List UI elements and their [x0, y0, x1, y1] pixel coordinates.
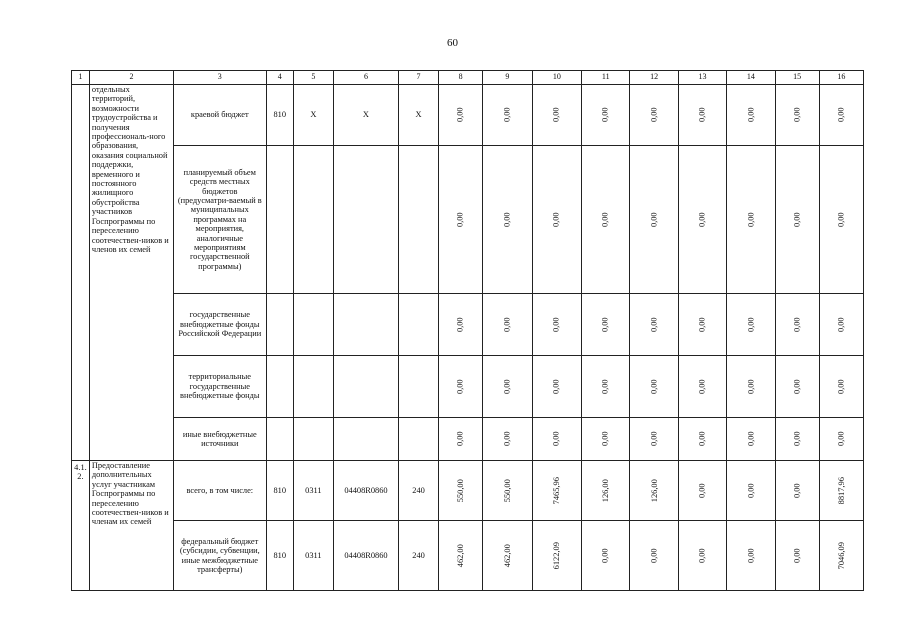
code-cell: 810 — [266, 85, 293, 146]
item-number — [72, 85, 90, 461]
value-cell — [678, 356, 726, 418]
value-cell — [819, 461, 863, 521]
funding-source: всего, в том числе: — [174, 461, 267, 521]
code-cell — [399, 418, 439, 461]
code-cell: X — [293, 85, 333, 146]
value-cell — [439, 85, 483, 146]
value-text: 7046,09 — [836, 541, 846, 570]
table-row — [72, 521, 864, 591]
code-cell — [293, 146, 333, 294]
value-text: 0,00 — [455, 379, 465, 394]
value-text: 0,00 — [792, 317, 802, 332]
value-text: 0,00 — [697, 212, 707, 227]
funding-source: территориальные государственные внебюджетные фонды — [174, 356, 267, 418]
value-cell — [483, 461, 532, 521]
value-text: 0,00 — [601, 548, 611, 563]
value-cell — [532, 521, 581, 591]
value-cell — [532, 85, 581, 146]
header-cell: 4 — [266, 71, 293, 85]
header-cell: 6 — [333, 71, 398, 85]
value-cell — [630, 461, 678, 521]
header-cell: 2 — [89, 71, 173, 85]
value-text: 126,00 — [649, 478, 659, 503]
value-text: 0,00 — [455, 431, 465, 447]
value-cell — [532, 418, 581, 461]
code-cell: 04408R0860 — [333, 521, 398, 591]
value-text: 0,00 — [792, 548, 802, 563]
code-cell — [333, 356, 398, 418]
value-text: 0,00 — [697, 548, 707, 563]
value-cell — [582, 418, 630, 461]
value-cell — [819, 356, 863, 418]
value-cell — [727, 85, 775, 146]
value-cell — [439, 461, 483, 521]
value-text: 0,00 — [792, 107, 802, 123]
value-text: 0,00 — [502, 107, 512, 123]
header-cell: 8 — [439, 71, 483, 85]
code-cell: 240 — [399, 521, 439, 591]
value-text: 7465,96 — [552, 476, 562, 505]
code-cell — [399, 146, 439, 294]
code-cell — [399, 356, 439, 418]
value-cell — [483, 294, 532, 356]
value-text: 462,00 — [502, 543, 512, 568]
funding-source: государственные внебюджетные фонды Российской Федерации — [174, 294, 267, 356]
header-cell: 14 — [727, 71, 775, 85]
value-text: 0,00 — [455, 212, 465, 227]
value-cell — [439, 356, 483, 418]
code-cell — [293, 294, 333, 356]
value-text: 0,00 — [697, 431, 707, 447]
value-cell — [483, 418, 532, 461]
value-cell — [483, 85, 532, 146]
value-text: 0,00 — [649, 548, 659, 563]
value-cell — [678, 85, 726, 146]
value-cell — [532, 356, 581, 418]
item-name: отдельных территорий, возможности трудоустройства и получения профессиональ-ного образования, оказания социальной поддержки, временного и постоянного жилищного обустройства участников Госпрограммы по переселению соотечествен-ников и членов их семей — [89, 85, 173, 461]
value-cell — [630, 85, 678, 146]
value-cell — [678, 418, 726, 461]
value-cell — [775, 521, 819, 591]
header-cell: 16 — [819, 71, 863, 85]
code-cell — [333, 146, 398, 294]
code-cell: 810 — [266, 461, 293, 521]
value-cell — [678, 521, 726, 591]
value-cell — [582, 356, 630, 418]
code-cell: X — [333, 85, 398, 146]
value-cell — [582, 85, 630, 146]
code-cell: X — [399, 85, 439, 146]
value-text: 550,00 — [502, 478, 512, 503]
value-cell — [775, 356, 819, 418]
value-cell — [582, 521, 630, 591]
value-cell — [819, 521, 863, 591]
value-text: 0,00 — [746, 548, 756, 563]
table-row — [72, 356, 864, 418]
value-cell — [819, 418, 863, 461]
table-row — [72, 146, 864, 294]
table-row — [72, 85, 864, 146]
value-cell — [775, 85, 819, 146]
table-row — [72, 418, 864, 461]
value-cell — [439, 521, 483, 591]
value-cell — [630, 418, 678, 461]
value-cell — [727, 356, 775, 418]
value-cell — [439, 294, 483, 356]
value-cell — [582, 461, 630, 521]
value-text: 0,00 — [836, 379, 846, 394]
value-text: 0,00 — [836, 212, 846, 227]
code-cell — [266, 418, 293, 461]
value-cell — [439, 418, 483, 461]
value-cell — [727, 146, 775, 294]
code-cell: 0311 — [293, 461, 333, 521]
header-cell: 3 — [174, 71, 267, 85]
value-text: 0,00 — [502, 379, 512, 394]
header-cell: 11 — [582, 71, 630, 85]
value-text: 126,00 — [601, 478, 611, 503]
value-text: 0,00 — [502, 317, 512, 332]
value-cell — [532, 461, 581, 521]
code-cell — [333, 418, 398, 461]
code-cell: 240 — [399, 461, 439, 521]
funding-source: федеральный бюджет (субсидии, субвенции, иные межбюджетные трансферты) — [174, 521, 267, 591]
value-text: 0,00 — [697, 107, 707, 123]
value-text: 0,00 — [746, 483, 756, 498]
value-text: 0,00 — [552, 379, 562, 394]
value-cell — [678, 146, 726, 294]
value-text: 0,00 — [649, 379, 659, 394]
value-text: 0,00 — [836, 107, 846, 123]
value-cell — [630, 521, 678, 591]
value-text: 550,00 — [455, 478, 465, 503]
value-cell — [727, 418, 775, 461]
value-cell — [483, 146, 532, 294]
table-row — [72, 294, 864, 356]
value-text: 0,00 — [649, 317, 659, 332]
value-text: 0,00 — [697, 379, 707, 394]
value-text: 0,00 — [836, 431, 846, 447]
code-cell — [266, 146, 293, 294]
value-cell — [630, 146, 678, 294]
code-cell: 810 — [266, 521, 293, 591]
value-text: 0,00 — [601, 107, 611, 123]
header-cell: 15 — [775, 71, 819, 85]
value-cell — [727, 294, 775, 356]
value-cell — [630, 356, 678, 418]
value-cell — [582, 294, 630, 356]
value-text: 0,00 — [455, 317, 465, 332]
value-text: 0,00 — [792, 379, 802, 394]
value-cell — [678, 461, 726, 521]
value-text: 0,00 — [552, 317, 562, 332]
value-text: 0,00 — [836, 317, 846, 332]
code-cell — [293, 418, 333, 461]
value-cell — [775, 146, 819, 294]
value-cell — [678, 294, 726, 356]
value-text: 0,00 — [649, 107, 659, 123]
value-cell — [727, 521, 775, 591]
value-text: 0,00 — [792, 212, 802, 227]
header-cell: 12 — [630, 71, 678, 85]
header-cell: 10 — [532, 71, 581, 85]
header-cell: 1 — [72, 71, 90, 85]
code-cell: 04408R0860 — [333, 461, 398, 521]
value-cell — [775, 418, 819, 461]
value-cell — [439, 146, 483, 294]
header-cell: 13 — [678, 71, 726, 85]
value-text: 0,00 — [746, 107, 756, 123]
value-text: 0,00 — [649, 212, 659, 227]
header-cell: 7 — [399, 71, 439, 85]
value-cell — [532, 294, 581, 356]
value-cell — [483, 521, 532, 591]
code-cell — [333, 294, 398, 356]
value-cell — [819, 85, 863, 146]
value-text: 0,00 — [601, 379, 611, 394]
header-cell: 9 — [483, 71, 532, 85]
item-name: Предоставление дополнительных услуг участникам Госпрограммы по переселению соотечествен-ников и членам их семей — [89, 461, 173, 591]
funding-source: планируемый объем средств местных бюджетов (предусматри-ваемый в муниципальных программах на мероприятия, аналогичные мероприятиям государственной программы) — [174, 146, 267, 294]
code-cell — [399, 294, 439, 356]
value-text: 8817,96 — [836, 476, 846, 505]
value-text: 462,00 — [455, 543, 465, 568]
value-text: 0,00 — [697, 483, 707, 498]
value-text: 0,00 — [552, 107, 562, 123]
value-text: 0,00 — [649, 431, 659, 447]
value-text: 0,00 — [601, 212, 611, 227]
value-cell — [483, 356, 532, 418]
value-text: 0,00 — [792, 483, 802, 498]
value-text: 0,00 — [697, 317, 707, 332]
funding-source: краевой бюджет — [174, 85, 267, 146]
code-cell: 0311 — [293, 521, 333, 591]
value-cell — [630, 294, 678, 356]
budget-table — [71, 70, 864, 591]
value-text: 6122,09 — [552, 541, 562, 570]
funding-source: иные внебюджетные источники — [174, 418, 267, 461]
value-text: 0,00 — [552, 431, 562, 447]
code-cell — [266, 294, 293, 356]
value-cell — [819, 294, 863, 356]
table-row — [72, 461, 864, 521]
value-cell — [582, 146, 630, 294]
value-text: 0,00 — [746, 431, 756, 447]
value-text: 0,00 — [746, 379, 756, 394]
item-number: 4.1. 2. — [72, 461, 90, 591]
value-text: 0,00 — [601, 317, 611, 332]
value-text: 0,00 — [746, 317, 756, 332]
value-text: 0,00 — [502, 431, 512, 447]
value-cell — [532, 146, 581, 294]
code-cell — [266, 356, 293, 418]
value-text: 0,00 — [455, 107, 465, 123]
value-text: 0,00 — [746, 212, 756, 227]
value-text: 0,00 — [792, 431, 802, 447]
value-text: 0,00 — [601, 431, 611, 447]
header-cell: 5 — [293, 71, 333, 85]
value-cell — [819, 146, 863, 294]
value-cell — [727, 461, 775, 521]
page-number: 60 — [447, 37, 458, 49]
value-cell — [775, 461, 819, 521]
value-text: 0,00 — [552, 212, 562, 227]
value-text: 0,00 — [502, 212, 512, 227]
value-cell — [775, 294, 819, 356]
header-row — [72, 71, 864, 85]
code-cell — [293, 356, 333, 418]
